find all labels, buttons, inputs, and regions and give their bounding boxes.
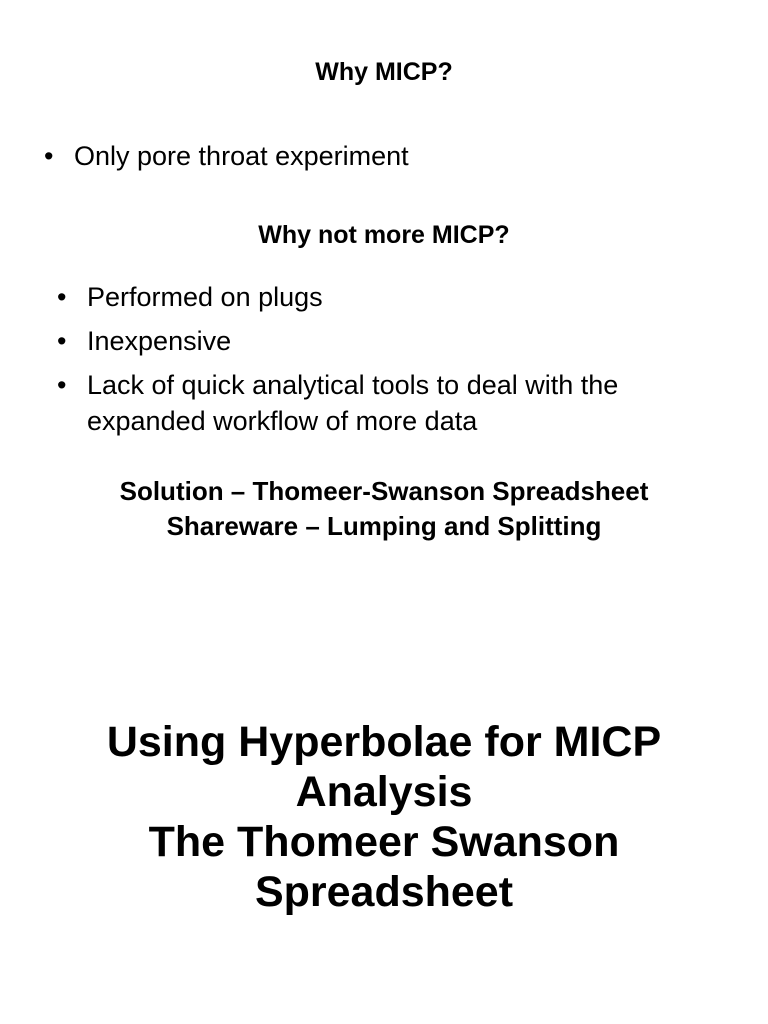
page-title xyxy=(0,717,768,917)
list-item xyxy=(57,367,757,439)
shareware-line: Shareware – Lumping and Splitting xyxy=(166,511,602,541)
bullet-icon: • xyxy=(57,282,67,312)
list-item xyxy=(57,323,757,359)
list-item xyxy=(57,279,757,315)
bullet-icon: • xyxy=(44,141,54,171)
solution-block xyxy=(0,474,768,544)
title-line: Analysis xyxy=(295,768,473,816)
list-item-text: Inexpensive xyxy=(87,326,232,356)
list-item-text: Only pore throat experiment xyxy=(74,141,409,171)
heading-why-not-more-micp: Why not more MICP? xyxy=(258,221,510,249)
why-micp-list xyxy=(44,138,754,174)
title-line: Spreadsheet xyxy=(254,868,514,916)
why-not-more-micp-list xyxy=(57,279,757,439)
title-line: The Thomeer Swanson xyxy=(148,818,620,866)
list-item-text: Performed on plugs xyxy=(87,282,323,312)
bullet-icon: • xyxy=(57,326,67,356)
list-item-text: Lack of quick analytical tools to deal with the xyxy=(87,370,619,400)
bullet-icon: • xyxy=(57,370,67,400)
solution-line: Solution – Thomeer-Swanson Spreadsheet xyxy=(119,476,649,506)
heading-why-micp: Why MICP? xyxy=(315,58,453,86)
list-item-text-continuation: expanded workflow of more data xyxy=(87,406,478,436)
list-item xyxy=(44,138,754,174)
title-line: Using Hyperbolae for MICP xyxy=(106,718,662,766)
